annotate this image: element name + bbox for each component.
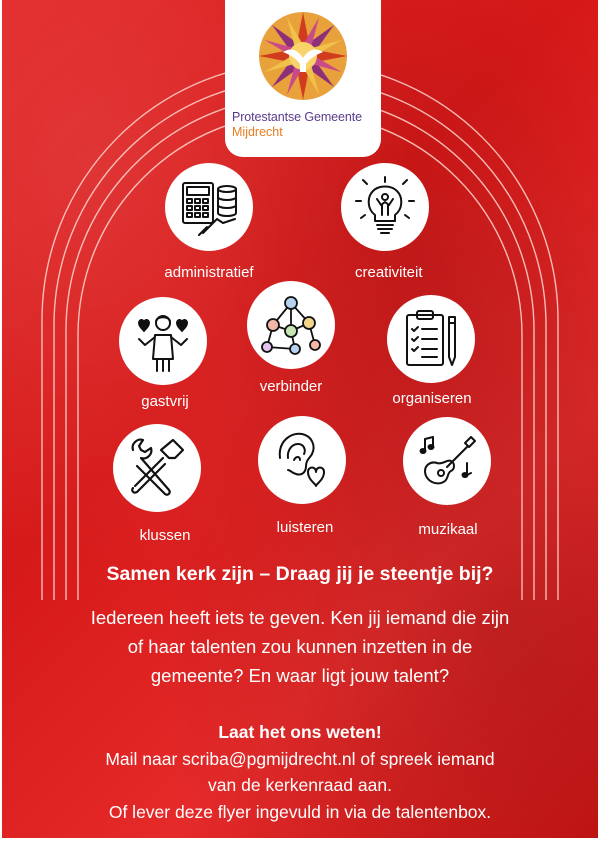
talent-label-verbinder: verbinder [259,378,323,395]
logo[interactable] [225,0,381,157]
intro-line-2: of haar talenten zou kunnen inzetten in de [127,636,473,657]
guitar-notes-icon [415,429,479,493]
intro-line-1: Iedereen heeft iets te geven. Ken jij iemand die zijn [90,607,510,628]
intro-line-3: gemeente? En waar ligt jouw talent? [150,665,450,686]
talent-label-luisteren: luisteren [276,519,334,536]
cta-line-3: Of lever deze flyer ingevuld in via de talentenbox. [108,801,492,822]
talent-label-organiseren: organiseren [392,390,472,407]
cta-title: Laat het ons weten! [218,722,382,742]
talent-label-klussen: klussen [139,527,191,544]
talent-label-creativiteit: creativiteit [355,264,423,281]
talent-organiseren-circle[interactable] [387,295,475,383]
flyer [2,0,598,838]
call-to-action [2,719,598,825]
logo-name: Protestantse Gemeente [232,110,362,124]
ear-heart-icon [270,428,334,492]
talent-label-gastvrij: gastvrij [141,393,189,410]
talent-administratief-circle[interactable] [165,163,253,251]
welcoming-person-hearts-icon [131,309,195,373]
dove-sun-logo-icon [257,10,349,102]
lightbulb-person-icon [353,175,417,239]
headline: Samen kerk zijn – Draag jij je steentje bij? [106,563,494,585]
clipboard-checklist-icon [399,307,463,371]
wrench-hammer-icon [125,436,189,500]
calculator-coins-icon [177,175,241,239]
logo-place: Mijdrecht [232,125,283,139]
talent-klussen-circle[interactable] [113,424,201,512]
network-people-icon [259,293,323,357]
cta-line-1: Mail naar scriba@pgmijdrecht.nl of spreek iemand [105,748,495,769]
talent-label-administratief: administratief [164,264,254,281]
talent-label-muzikaal: muzikaal [418,521,478,538]
talent-muzikaal-circle[interactable] [403,417,491,505]
talent-gastvrij-circle[interactable] [119,297,207,385]
talent-verbinder-circle[interactable] [247,281,335,369]
cta-line-2: van de kerkenraad aan. [208,775,392,795]
talent-creativiteit-circle[interactable] [341,163,429,251]
talent-luisteren-circle[interactable] [258,416,346,504]
